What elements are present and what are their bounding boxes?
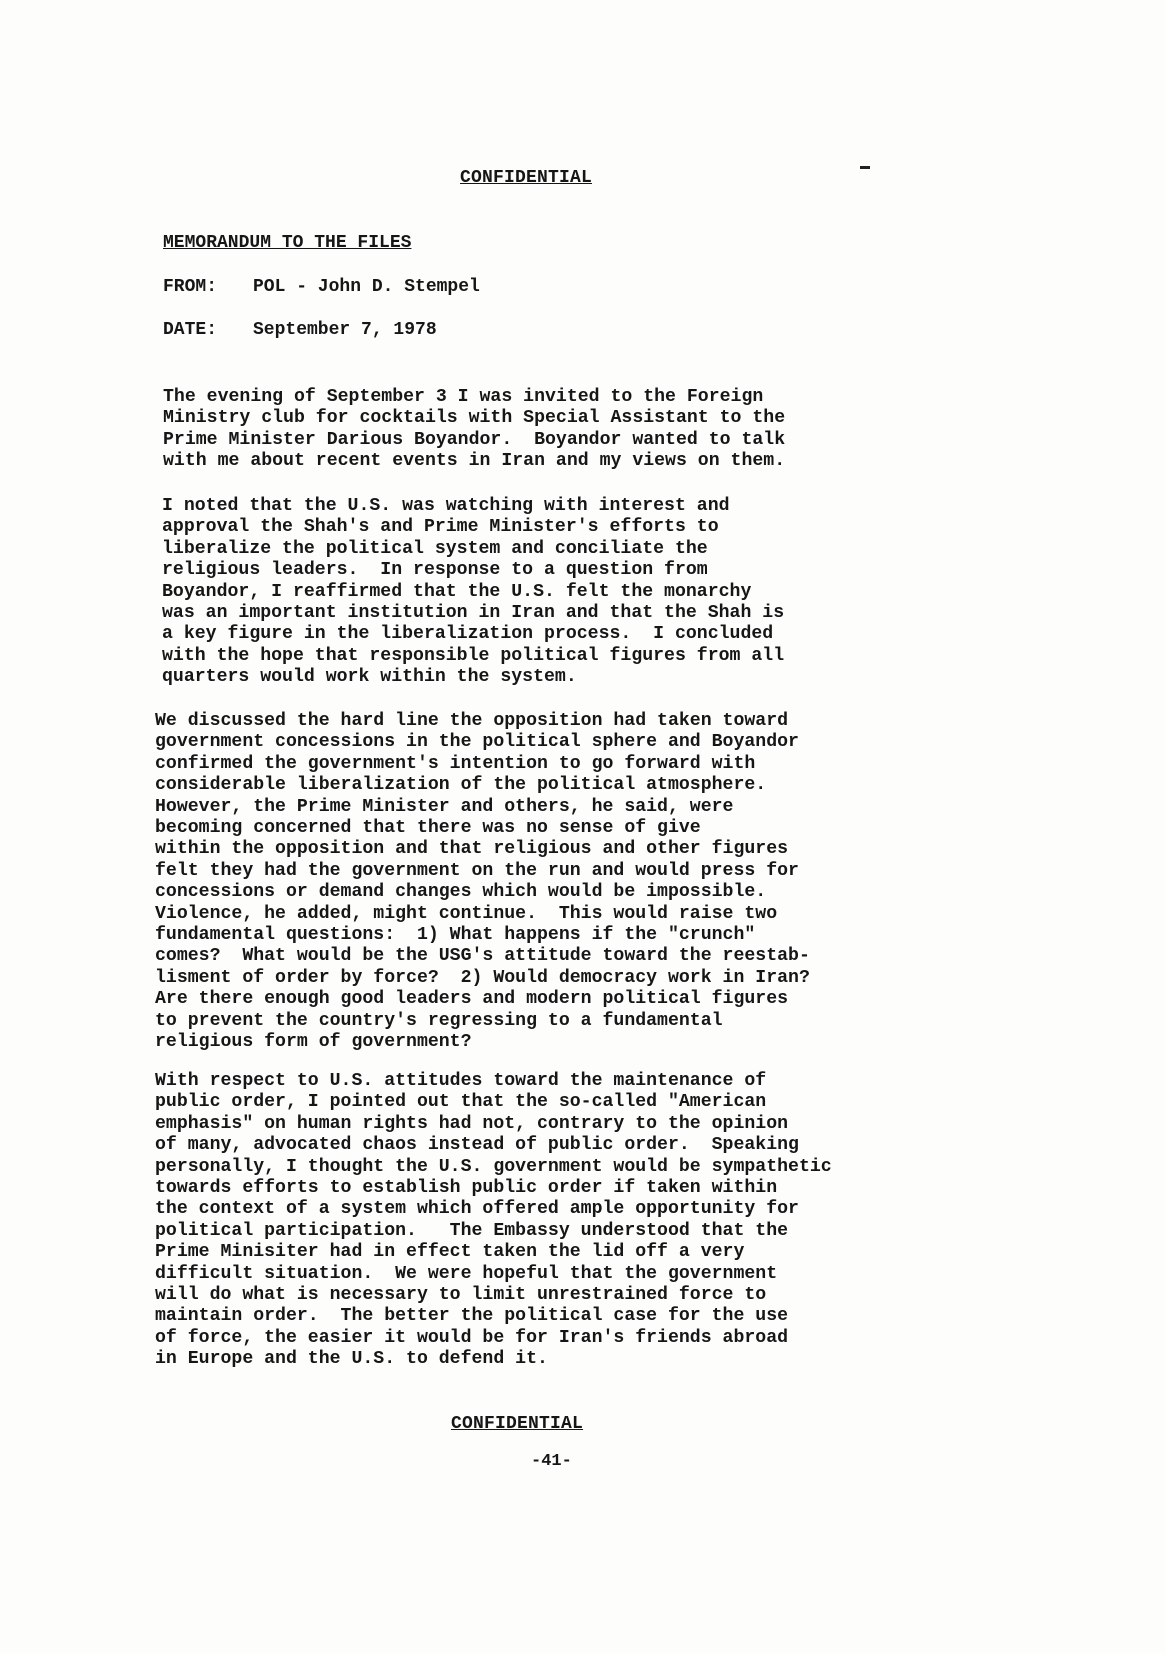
body-paragraph-1: The evening of September 3 I was invited to the Foreign Ministry club for cocktails with Special Assistant to the Prime Minister Darious Boyandor. Boyandor wanted to talk with me about recent events in Iran and my views on them. — [163, 387, 786, 472]
page-number: -41- — [531, 1452, 572, 1471]
body-paragraph-3: We discussed the hard line the opposition had taken toward government concessions in the political sphere and Boyandor confirmed the government's intention to go forward with considerable liberalization of the political atmosphere. However, the Prime Minister and others, he said, were becoming concerned that there was no sense of give within the opposition and that religious and other figures felt they had the government on the run and would press for concessions or demand changes which would be impossible. Violence, he added, might continue. This would raise two fundamental questions: 1) What happens if the "crunch" comes? What would be the USG's attitude toward the reestab- lisment of order by force? 2) Would democracy work in Iran? Are there enough good leaders and modern political figures to prevent the country's regressing to a fundamental religious form of government? — [155, 711, 810, 1053]
scan-speck — [860, 166, 870, 169]
from-value: POL - John D. Stempel — [253, 277, 480, 297]
from-field — [163, 277, 480, 297]
memo-title: MEMORANDUM TO THE FILES — [163, 233, 412, 253]
date-value: September 7, 1978 — [253, 320, 437, 340]
date-label: DATE: — [163, 320, 218, 340]
bottom-classification-marking: CONFIDENTIAL — [451, 1414, 584, 1434]
from-label: FROM: — [163, 277, 218, 297]
body-paragraph-2: I noted that the U.S. was watching with interest and approval the Shah's and Prime Minister's efforts to liberalize the political system and conciliate the religious leaders. In response to a question from Boyandor, I reaffirmed that the U.S. felt the monarchy was an important institution in Iran and that the Shah is a key figure in the liberalization process. I concluded with the hope that responsible political figures from all quarters would work within the system. — [162, 496, 785, 688]
body-paragraph-4: With respect to U.S. attitudes toward the maintenance of public order, I pointed out that the so-called "American emphasis" on human rights had not, contrary to the opinion of many, advocated chaos instead of public order. Speaking personally, I thought the U.S. government would be sympathetic towards efforts to establish public order if taken within the context of a system which offered ample opportunity for political participation. The Embassy understood that the Prime Minisiter had in effect taken the lid off a very difficult situation. We were hopeful that the government will do what is necessary to limit unrestrained force to maintain order. The better the political case for the use of force, the easier it would be for Iran's friends abroad in Europe and the U.S. to defend it. — [155, 1071, 832, 1370]
date-field — [163, 320, 437, 340]
top-classification-marking: CONFIDENTIAL — [460, 168, 593, 188]
